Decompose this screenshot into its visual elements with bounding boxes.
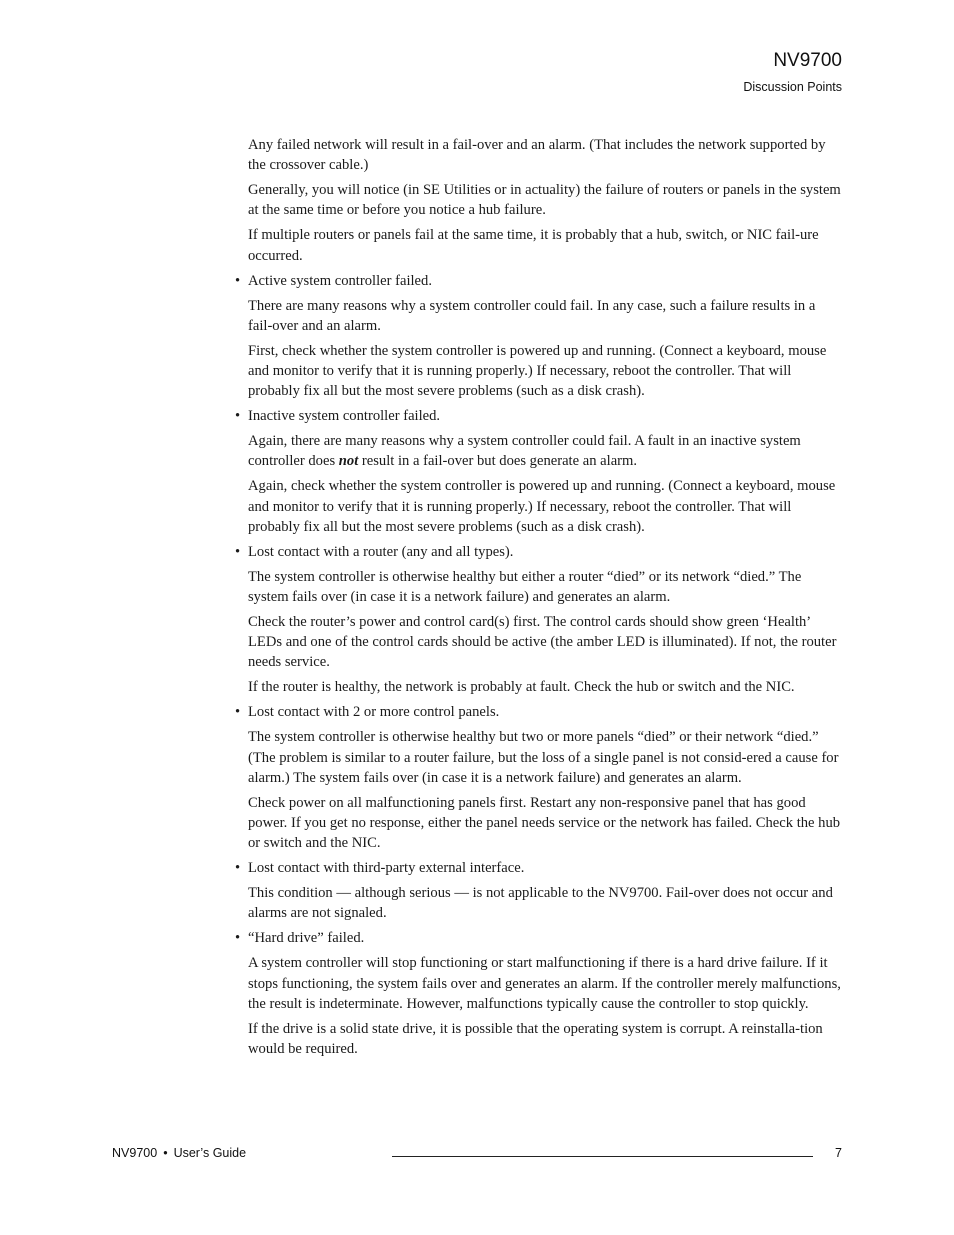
paragraph: Check the router’s power and control card(s) first. The control cards should show green ‘Health’ LEDs and one of the control cards should be active (the amber LED is illuminated). If not, the router needs service.: [248, 614, 837, 671]
paragraph: Again, check whether the system controller is powered up and running. (Connect a keyboard, mouse and monitor to verify that it is running properly.) If necessary, reboot the controller. That will probably fix all but the most severe problems (such as a disk crash).: [248, 478, 836, 535]
emphasis-text: not: [338, 453, 359, 470]
paragraph: Generally, you will notice (in SE Utilities or in actuality) the failure of routers or panels in the system at the same time or before you notice a hub failure.: [248, 182, 841, 219]
header-title: NV9700: [773, 50, 842, 71]
paragraph: Any failed network will result in a fail-over and an alarm. (That includes the network supported by the crossover cable.): [248, 137, 826, 174]
paragraph: First, check whether the system controller is powered up and running. (Connect a keyboard, mouse and monitor to verify that it is running properly.) If necessary, reboot the controller. That will probably fix all but the most severe problems (such as a disk crash).: [248, 342, 827, 400]
footer-separator: •: [163, 1146, 168, 1160]
paragraph: [248, 431, 842, 471]
bullet-item: • Active system controller failed.: [248, 271, 842, 291]
footer-guide: User’s Guide: [173, 1146, 247, 1160]
bullet-item: • Lost contact with 2 or more control panels.: [248, 702, 842, 722]
paragraph: If the router is healthy, the network is probably at fault. Check the hub or switch and the NIC.: [248, 679, 795, 696]
paragraph: There are many reasons why a system controller could fail. In any case, such a failure results in a fail-over and an alarm.: [248, 297, 816, 334]
page-body: [248, 135, 842, 1064]
paragraph: A system controller will stop functioning or start malfunctioning if there is a hard drive failure. If it stops functioning, the system fails over and generates an alarm. If the controller merely malfunctions, the result is indeterminate. However, malfunctions typically cause the controller to stop quickly.: [248, 955, 841, 1012]
bullet-item: • “Hard drive” failed.: [248, 928, 842, 948]
text-run: Again, there are many reasons why a system controller could fail. A fault in an inactive system controller does: [248, 433, 801, 470]
footer-doc: NV9700: [112, 1146, 158, 1160]
header-subtitle: Discussion Points: [743, 80, 842, 94]
paragraph: This condition — although serious — is not applicable to the NV9700. Fail-over does not occur and alarms are not signaled.: [248, 885, 833, 922]
bullet-item: • Inactive system controller failed.: [248, 406, 842, 426]
bullet-item: • Lost contact with a router (any and all types).: [248, 542, 842, 562]
bullet-item: • Lost contact with third-party external interface.: [248, 858, 842, 878]
paragraph: The system controller is otherwise healthy but two or more panels “died” or their network “died.” (The problem is similar to a router failure, but the loss of a single panel is not consid-ered a cause for alarm.) The system fails over (in case it is a network failure) and generates an alarm.: [248, 729, 839, 786]
paragraph: If multiple routers or panels fail at the same time, it is probably that a hub, switch, or NIC fail-ure occurred.: [248, 227, 819, 264]
text-run: result in a fail-over but does generate an alarm.: [358, 453, 638, 470]
page-number: 7: [835, 1146, 842, 1160]
paragraph: The system controller is otherwise healthy but either a router “died” or its network “died.” The system fails over (in case it is a network failure) and generates an alarm.: [248, 568, 802, 606]
paragraph: Check power on all malfunctioning panels first. Restart any non-responsive panel that has good power. If you get no response, either the panel needs service or the network has failed. Check the hub or switch and the NIC.: [248, 794, 841, 852]
footer-rule: [392, 1156, 813, 1157]
footer-doc-title: [112, 1146, 246, 1160]
paragraph: If the drive is a solid state drive, it is possible that the operating system is corrupt. A reinstalla-tion would be required.: [248, 1020, 823, 1058]
